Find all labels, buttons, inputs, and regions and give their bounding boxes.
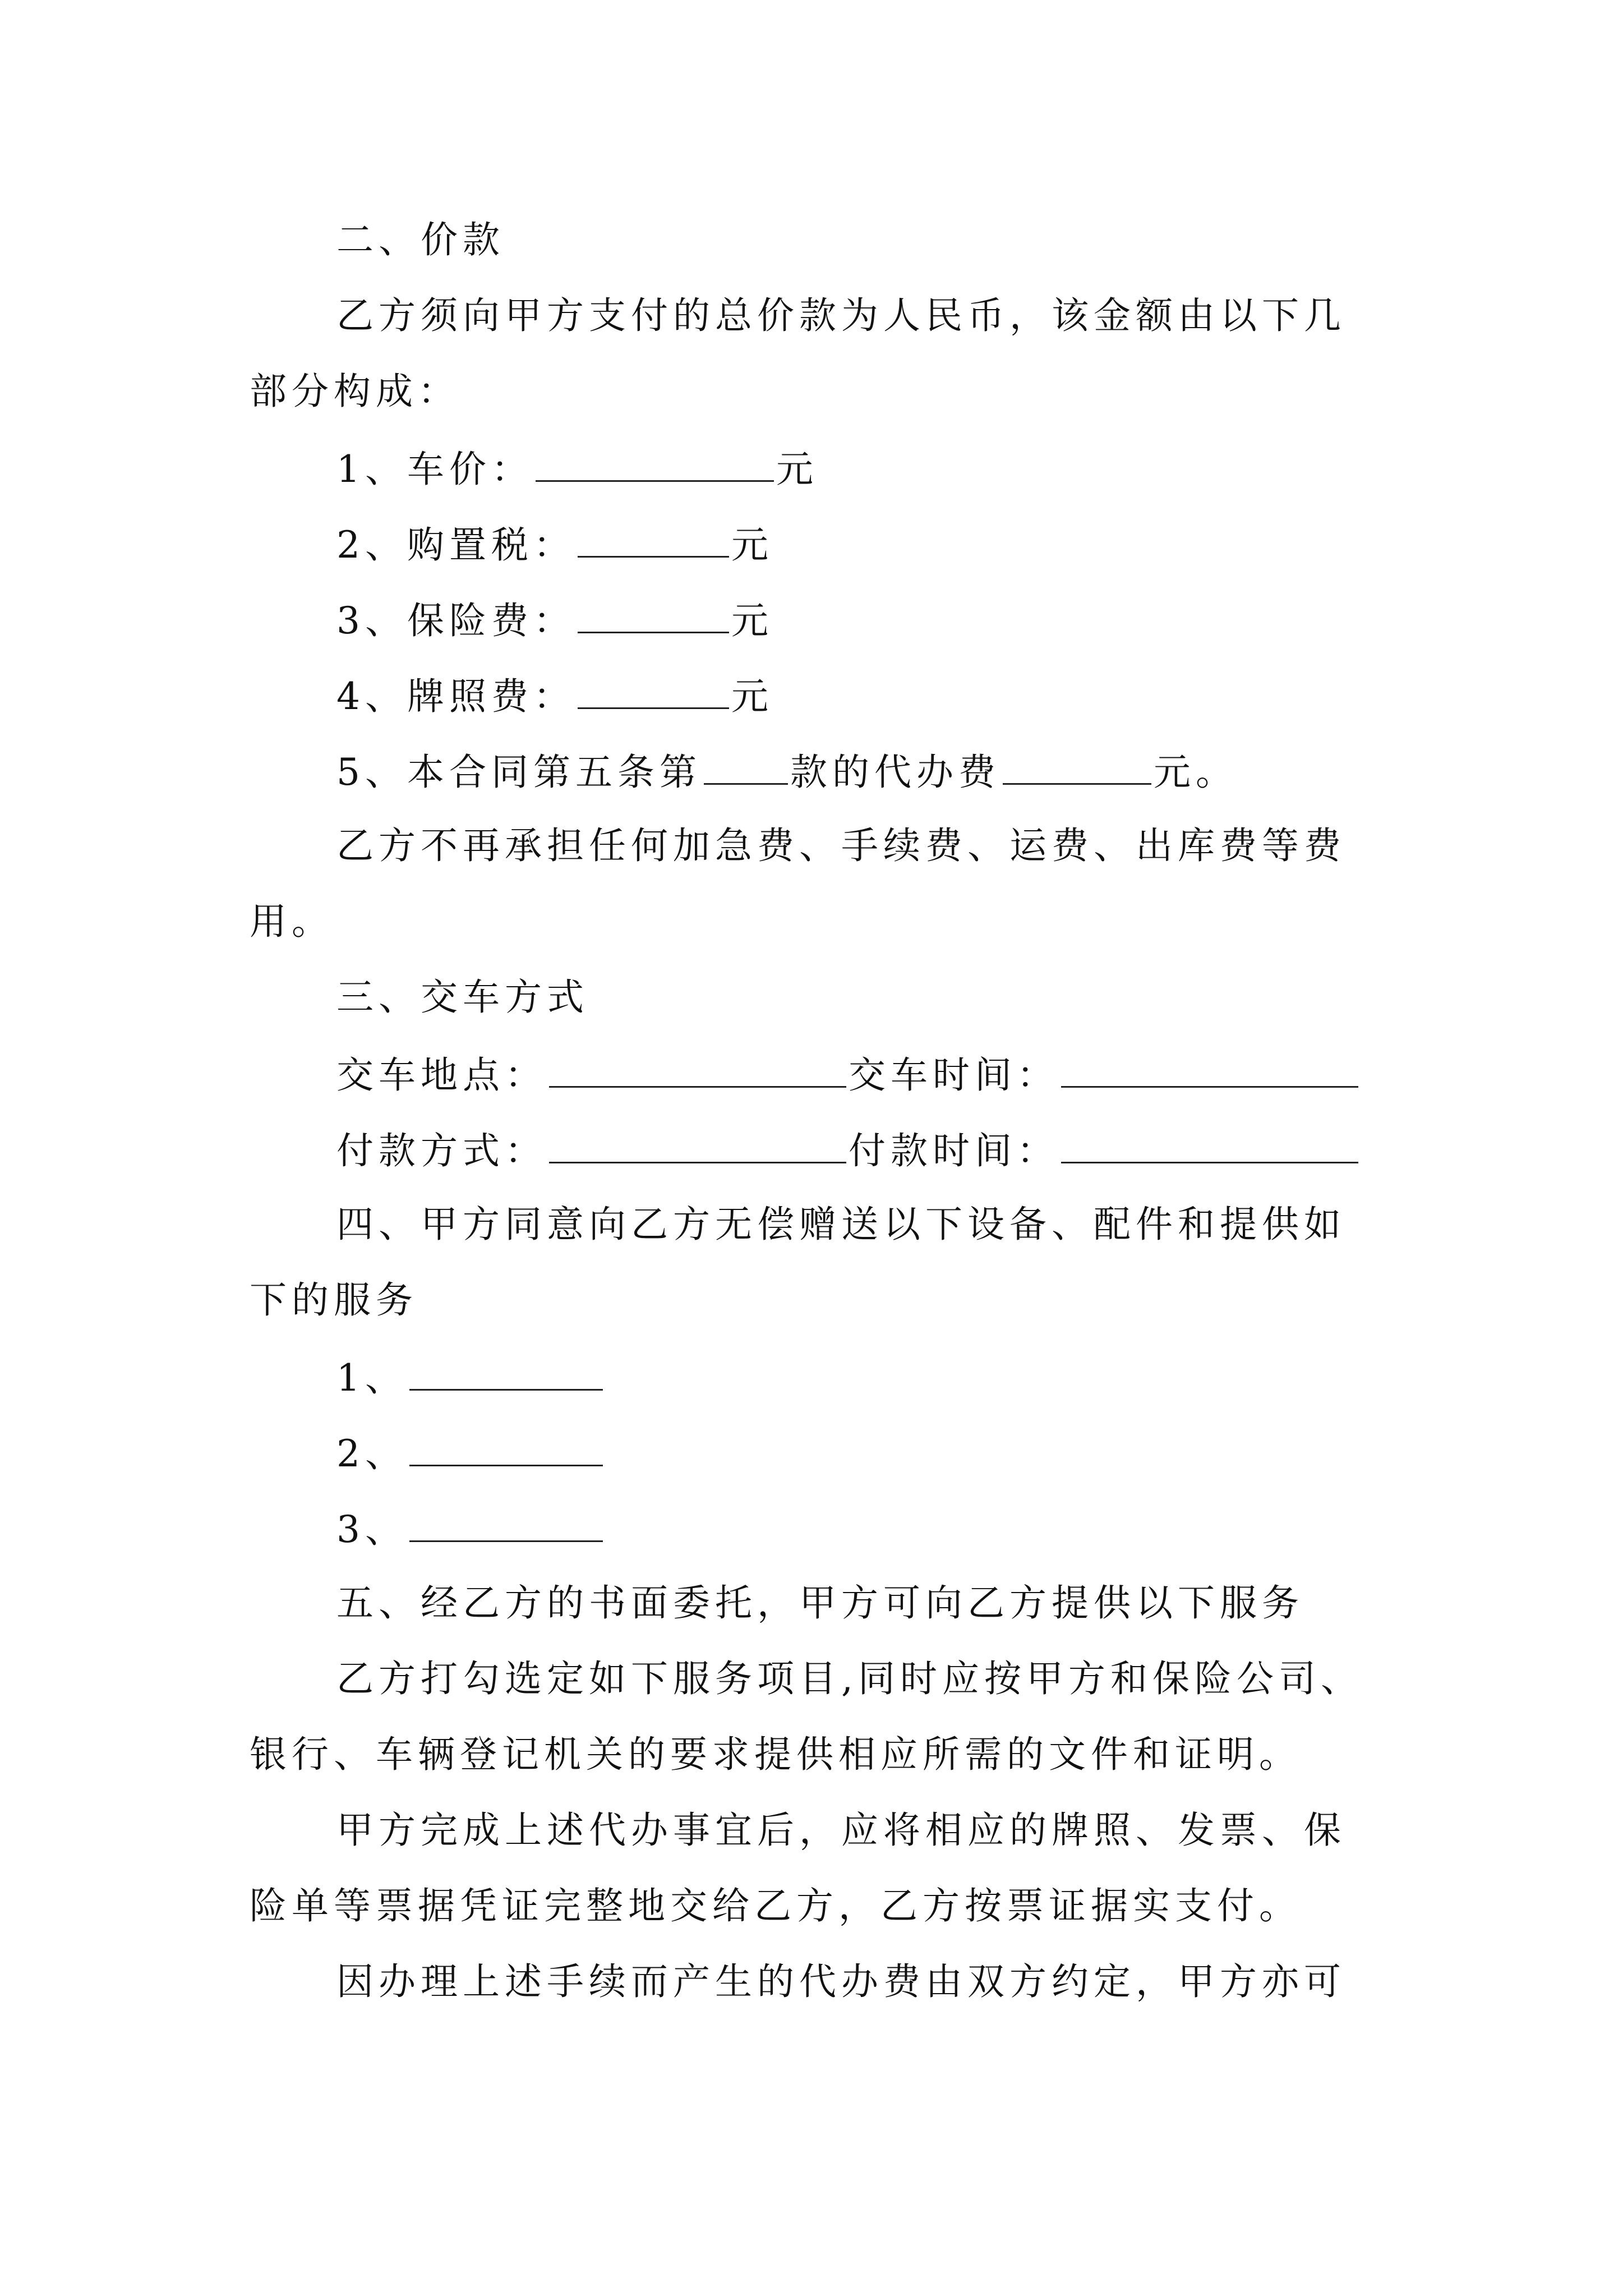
delivery-row: 交车地点： 交车时间： — [336, 1055, 1361, 1094]
payment-row: 付款方式： 付款时间： — [336, 1130, 1361, 1170]
section-3-heading: 三、交车方式 — [336, 976, 589, 1019]
delivery-place-blank[interactable] — [549, 1055, 846, 1088]
section-5-para3-line1: 因办理上述手续而产生的代办费由双方约定，甲方亦可 — [336, 1960, 1346, 2003]
purchase-tax-blank[interactable] — [578, 524, 729, 558]
insurance-fee-blank[interactable] — [578, 600, 729, 633]
section-4-heading-line1: 四、甲方同意向乙方无偿赠送以下设备、配件和提供如 — [336, 1203, 1346, 1246]
section-2-heading: 二、价款 — [336, 218, 505, 261]
price-item-agency-fee: 5、本合同第五条第 款的代办费 元。 — [336, 751, 1238, 794]
section-5-para2-line2: 险单等票据凭证完整地交给乙方，乙方按票证据实支付。 — [250, 1884, 1301, 1927]
gift-item-2: 2、 — [336, 1433, 605, 1473]
gift-item-1: 1、 — [336, 1358, 605, 1397]
gift-item-1-blank[interactable] — [409, 1358, 603, 1391]
section-2-note-line2: 用。 — [250, 900, 334, 943]
price-item-license-plate: 4、牌照费： 元 — [336, 675, 773, 718]
gift-item-3: 3、 — [336, 1509, 605, 1548]
section-5-para2-line1: 甲方完成上述代办事宜后，应将相应的牌照、发票、保 — [336, 1809, 1346, 1852]
payment-method-blank[interactable] — [549, 1130, 846, 1163]
gift-item-3-blank[interactable] — [409, 1509, 603, 1542]
gift-item-2-blank[interactable] — [409, 1433, 603, 1466]
section-5-heading: 五、经乙方的书面委托，甲方可向乙方提供以下服务 — [336, 1581, 1304, 1625]
price-item-insurance: 3、保险费： 元 — [336, 599, 773, 642]
section-4-heading-line2: 下的服务 — [250, 1278, 418, 1322]
section-5-para1-line1: 乙方打勾选定如下服务项目,同时应按甲方和保险公司、 — [336, 1657, 1363, 1700]
section-2-intro-line2: 部分构成： — [250, 370, 460, 413]
section-2-intro-line1: 乙方须向甲方支付的总价款为人民币，该金额由以下几 — [336, 294, 1346, 337]
car-price-blank[interactable] — [536, 449, 774, 482]
section-2-note-line1: 乙方不再承担任何加急费、手续费、运费、出库费等费 — [336, 824, 1346, 867]
price-item-car-price: 1、车价： 元 — [336, 448, 818, 491]
clause-number-blank[interactable] — [704, 752, 788, 785]
payment-time-blank[interactable] — [1061, 1130, 1358, 1163]
section-5-para1-line2: 银行、车辆登记机关的要求提供相应所需的文件和证明。 — [250, 1733, 1301, 1776]
price-item-purchase-tax: 2、购置税： 元 — [336, 523, 773, 567]
delivery-time-blank[interactable] — [1061, 1055, 1358, 1088]
license-plate-fee-blank[interactable] — [578, 676, 729, 709]
agency-fee-blank[interactable] — [1003, 752, 1151, 785]
